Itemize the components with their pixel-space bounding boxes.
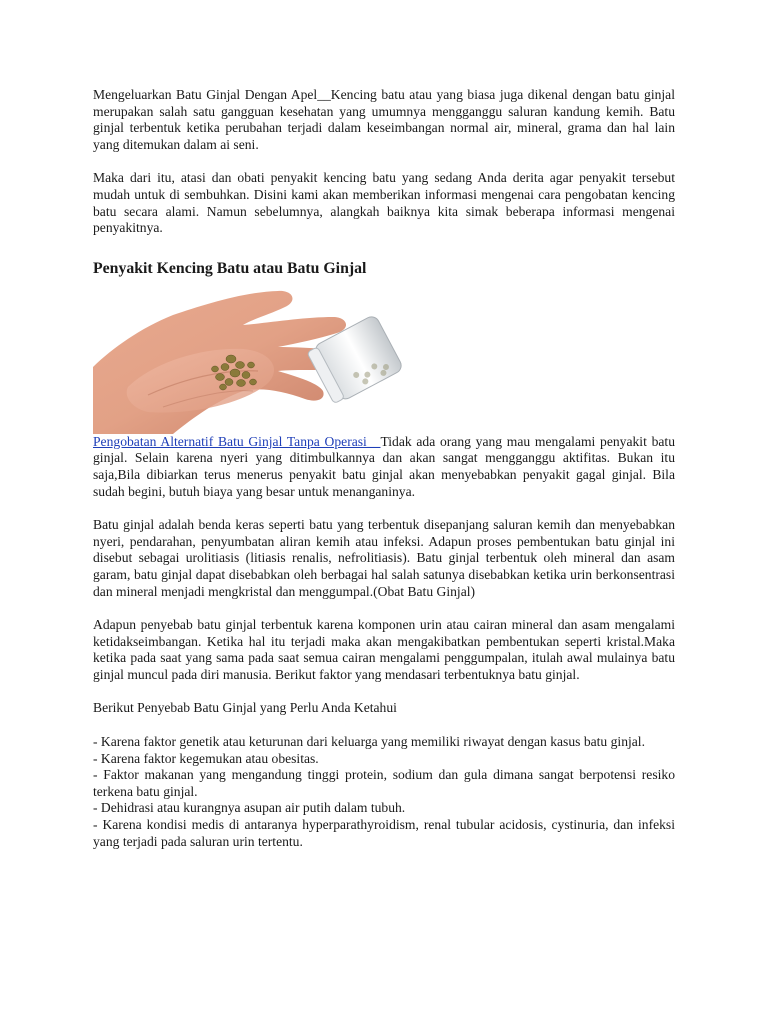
intro-text: Kencing batu atau yang biasa juga dikenal dengan batu ginjal merupakan salah satu gangguan kesehatan yang umumnya mengganggu saluran kandung kemih. Batu ginjal terbentuk ketika perubahan terjadi dalam keseimbangan normal air, mineral, grama dan hal lain yang ditemukan dalam ai seni. (93, 87, 675, 152)
list-item: - Karena kondisi medis di antaranya hyperparathyroidism, renal tubular acidosis, cystinuria, dan infeksi yang terjadi pada saluran urin tertentu. (93, 817, 675, 849)
third-paragraph-text: Tidak ada orang yang mau mengalami penyakit batu ginjal. Selain karena nyeri yang ditimbulkannya dan akan sangat mengganggu aktifitas. Bukan itu saja,Bila dibiarkan terus menerus penyakit batu ginjal akan menyebabkan penyakit gagal ginjal. Bila sudah begini, butuh biaya yang besar untuk menanganinya. (93, 433, 675, 499)
fifth-paragraph: Adapun penyebab batu ginjal terbentuk karena komponen urin atau cairan mineral dan asam mengalami ketidakseimbangan. Ketika hal itu terjadi maka akan mengakibatkan pembentukan seperti kristal.Maka ketika pada saat yang sama pada saat semua cairan mengalami penggumpalan, itulah awal mulainya batu ginjal muncul pada diri manusia. Berikut faktor yang mendasari terbentuknya batu ginjal. (93, 617, 675, 682)
intro-lead: Mengeluarkan Batu Ginjal Dengan Apel__ (93, 87, 331, 102)
intro-paragraph (93, 87, 675, 153)
list-item: - Karena faktor genetik atau keturunan dari keluarga yang memiliki riwayat dengan kasus batu ginjal. (93, 734, 645, 750)
list-item: - Faktor makanan yang mengandung tinggi protein, sodium dan gula dimana sangat berpotensi resiko terkena batu ginjal. (93, 767, 675, 799)
alternative-treatment-link[interactable]: Pengobatan Alternatif Batu Ginjal Tanpa Operasi__ (93, 433, 381, 449)
sixth-paragraph: Berikut Penyebab Batu Ginjal yang Perlu Anda Ketahui (93, 700, 397, 716)
fourth-paragraph: Batu ginjal adalah benda keras seperti batu yang terbentuk disepanjang saluran kemih dan menyebabkan nyeri, pendarahan, penyumbatan aliran kemih atau infeksi. Adapun proses pembentukan batu ginjal ini disebut sebagai urolitiasis (litiasis renalis, nefrolitiasis). Batu ginjal terbentuk oleh mineral dan asam garam, batu ginjal dapat disebabkan oleh berbagai hal salah satunya disebabkan ketika urin berkonsentrasi dan mineral menjadi mengkristal dan menggumpal.(Obat Batu Ginjal) (93, 517, 675, 599)
list-item: - Karena faktor kegemukan atau obesitas. (93, 750, 319, 766)
list-item: - Dehidrasi atau kurangnya asupan air putih dalam tubuh. (93, 800, 406, 816)
third-paragraph (93, 434, 675, 500)
second-paragraph: Maka dari itu, atasi dan obati penyakit kencing batu yang sedang Anda derita agar penyakit tersebut mudah untuk di sembuhkan. Disini kami akan memberikan informasi mengenai cara pengobatan kencing batu secara alami. Namun sebelumnya, alangkah baiknya kita simak beberapa informasi mengenai penyakitnya. (93, 170, 675, 236)
article-body (93, 87, 675, 850)
causes-list (93, 734, 675, 850)
section-heading: Penyakit Kencing Batu atau Batu Ginjal (93, 259, 367, 277)
hand-with-kidney-stones-image (93, 287, 403, 434)
